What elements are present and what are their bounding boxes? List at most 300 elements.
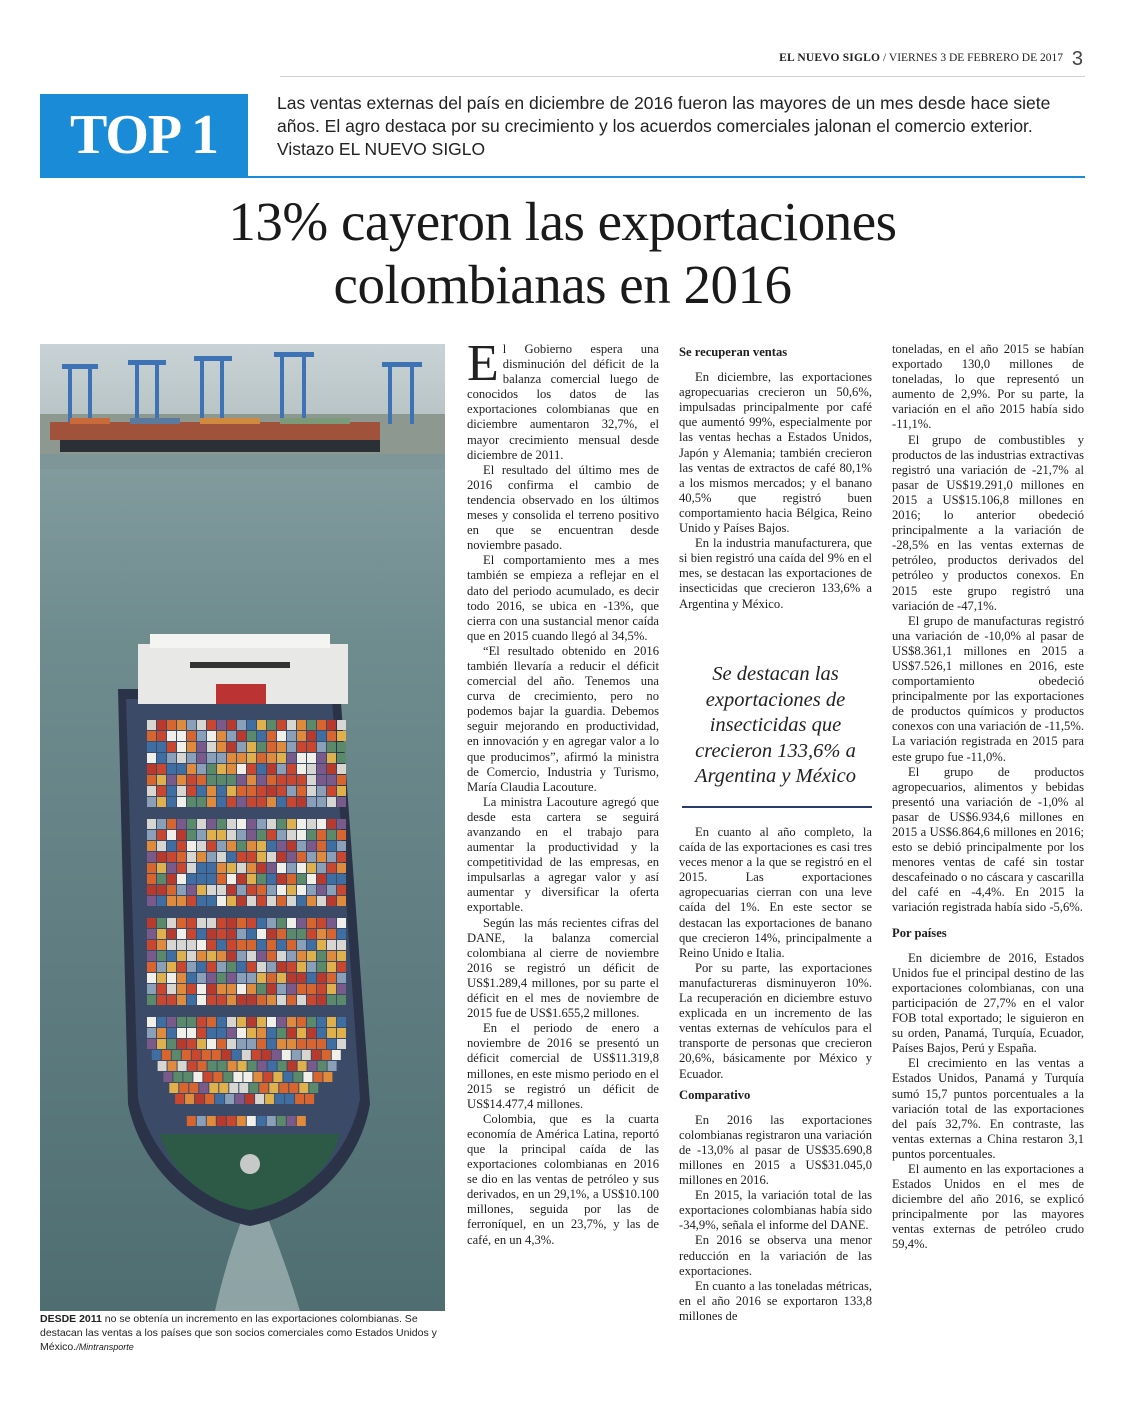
container-box bbox=[207, 786, 216, 796]
container-box bbox=[217, 896, 226, 906]
container-box bbox=[337, 797, 346, 807]
container-box bbox=[167, 863, 176, 873]
container-box bbox=[337, 940, 346, 950]
container-box bbox=[287, 720, 296, 730]
container-box bbox=[207, 896, 216, 906]
container-box bbox=[147, 830, 156, 840]
container-box bbox=[197, 1116, 206, 1126]
container-box bbox=[147, 786, 156, 796]
container-box bbox=[207, 1116, 216, 1126]
container-box bbox=[217, 984, 226, 994]
container-box bbox=[157, 929, 166, 939]
container-box bbox=[227, 830, 236, 840]
container-box bbox=[237, 885, 246, 895]
container-box bbox=[237, 995, 246, 1005]
container-box bbox=[177, 995, 186, 1005]
container-box bbox=[187, 819, 196, 829]
container-box bbox=[157, 797, 166, 807]
container-box bbox=[147, 775, 156, 785]
container-box bbox=[267, 720, 276, 730]
container-box bbox=[327, 742, 336, 752]
container-box bbox=[207, 731, 216, 741]
container-box bbox=[337, 731, 346, 741]
container-box bbox=[237, 797, 246, 807]
container-box bbox=[287, 830, 296, 840]
container-box bbox=[157, 764, 166, 774]
container-box bbox=[322, 1050, 331, 1060]
container-box bbox=[305, 1094, 314, 1104]
container-box bbox=[277, 753, 286, 763]
newspaper-name: EL NUEVO SIGLO bbox=[779, 52, 881, 64]
container-box bbox=[207, 1028, 216, 1038]
container-box bbox=[227, 819, 236, 829]
container-box bbox=[267, 1017, 276, 1027]
container-box bbox=[277, 1028, 286, 1038]
container-box bbox=[297, 841, 306, 851]
container-box bbox=[207, 929, 216, 939]
container-box bbox=[157, 775, 166, 785]
container-box bbox=[257, 918, 266, 928]
container-box bbox=[287, 929, 296, 939]
container-box bbox=[297, 742, 306, 752]
container-box bbox=[237, 874, 246, 884]
container-box bbox=[237, 929, 246, 939]
container-box bbox=[207, 984, 216, 994]
container-box bbox=[287, 742, 296, 752]
page-number: 3 bbox=[1071, 48, 1083, 70]
container-box bbox=[317, 797, 326, 807]
container-box bbox=[218, 1061, 227, 1071]
container-box bbox=[167, 984, 176, 994]
container-box bbox=[287, 764, 296, 774]
container-box bbox=[287, 775, 296, 785]
container-box bbox=[237, 764, 246, 774]
container-box bbox=[167, 720, 176, 730]
container-box bbox=[162, 1050, 171, 1060]
container-box bbox=[192, 1050, 201, 1060]
container-box bbox=[237, 841, 246, 851]
container-box bbox=[307, 1017, 316, 1027]
container-box bbox=[157, 1039, 166, 1049]
container-box bbox=[313, 1072, 322, 1082]
container-box bbox=[177, 984, 186, 994]
container-box bbox=[327, 1039, 336, 1049]
paragraph: toneladas, en el año 2015 se habían exportado 130,0 millones de toneladas, lo que representó un aumento de 2,9%. Por su parte, la variación en el año 2015 había sido -11,1%. bbox=[892, 342, 1084, 432]
container-box bbox=[217, 786, 226, 796]
container-box bbox=[317, 830, 326, 840]
paragraph: En cuanto a las toneladas métricas, en el año 2016 se exportaron 133,8 millones de bbox=[679, 1278, 872, 1323]
container-box bbox=[217, 753, 226, 763]
container-box bbox=[337, 1017, 346, 1027]
container-box bbox=[147, 797, 156, 807]
container-box bbox=[307, 951, 316, 961]
container-box bbox=[247, 929, 256, 939]
container-box bbox=[227, 1039, 236, 1049]
container-box bbox=[157, 852, 166, 862]
container-box bbox=[187, 874, 196, 884]
container-box bbox=[178, 1061, 187, 1071]
container-box bbox=[227, 863, 236, 873]
container-box bbox=[167, 819, 176, 829]
container-box bbox=[258, 1061, 267, 1071]
container-box bbox=[237, 852, 246, 862]
container-box bbox=[302, 1050, 311, 1060]
container-box bbox=[317, 863, 326, 873]
container-box bbox=[277, 1039, 286, 1049]
container-box bbox=[257, 973, 266, 983]
container-box bbox=[327, 764, 336, 774]
container-box bbox=[277, 797, 286, 807]
container-box bbox=[207, 885, 216, 895]
container-box bbox=[297, 874, 306, 884]
container-box bbox=[227, 764, 236, 774]
container-box bbox=[327, 984, 336, 994]
container-box bbox=[317, 1028, 326, 1038]
container-box bbox=[287, 973, 296, 983]
container-box bbox=[327, 819, 336, 829]
container-box bbox=[217, 764, 226, 774]
paragraph bbox=[467, 335, 659, 463]
container-box bbox=[187, 896, 196, 906]
container-box bbox=[227, 1028, 236, 1038]
container-box bbox=[237, 731, 246, 741]
container-box bbox=[205, 1094, 214, 1104]
container-box bbox=[267, 753, 276, 763]
container-box bbox=[227, 874, 236, 884]
container-box bbox=[297, 830, 306, 840]
container-box bbox=[197, 764, 206, 774]
container-box bbox=[187, 841, 196, 851]
container-box bbox=[237, 742, 246, 752]
article-column-3 bbox=[892, 342, 1084, 1253]
container-box bbox=[177, 874, 186, 884]
container-box bbox=[257, 1017, 266, 1027]
container-box bbox=[252, 1050, 261, 1060]
container-box bbox=[247, 819, 256, 829]
container-box bbox=[317, 940, 326, 950]
container-box bbox=[197, 1039, 206, 1049]
container-box bbox=[217, 863, 226, 873]
container-box bbox=[227, 797, 236, 807]
container-box bbox=[277, 984, 286, 994]
container-box bbox=[227, 885, 236, 895]
container-box bbox=[177, 1017, 186, 1027]
container-box bbox=[217, 995, 226, 1005]
container-box bbox=[157, 984, 166, 994]
pull-quote-rule bbox=[682, 806, 872, 808]
container-box bbox=[337, 1028, 346, 1038]
container-box bbox=[317, 1039, 326, 1049]
container-box bbox=[227, 1116, 236, 1126]
container-box bbox=[227, 995, 236, 1005]
container-box bbox=[257, 819, 266, 829]
container-box bbox=[187, 962, 196, 972]
paragraph: Por su parte, las exportaciones manufactureras disminuyeron 10%. La recuperación en diciembre estuvo explicada en un incremento de las ventas externas de vehículos para el transporte de personas que crecieron 20,6%, básicamente por México y Ecuador. bbox=[679, 960, 872, 1081]
container-box bbox=[297, 962, 306, 972]
container-box bbox=[247, 852, 256, 862]
container-box bbox=[307, 929, 316, 939]
container-box bbox=[317, 731, 326, 741]
container-box bbox=[257, 929, 266, 939]
container-box bbox=[257, 764, 266, 774]
container-box bbox=[157, 830, 166, 840]
container-box bbox=[257, 797, 266, 807]
container-box bbox=[217, 775, 226, 785]
container-box bbox=[247, 731, 256, 741]
container-box bbox=[317, 819, 326, 829]
container-box bbox=[307, 797, 316, 807]
container-box bbox=[207, 830, 216, 840]
paragraph: El grupo de manufacturas registró una variación de -10,0% al pasar de US$8.361,1 millones en 2015 a US$7.526,1 millones en 2016, este comportamiento obedeció principalmente por las exportaciones de productos químicos y productos conexos con una variación de -11,5%. La variación registrada en 2015 para este grupo fue -11,0%. bbox=[892, 613, 1084, 764]
container-box bbox=[229, 1083, 238, 1093]
container-box bbox=[318, 1061, 327, 1071]
container-box bbox=[267, 896, 276, 906]
container-box bbox=[327, 951, 336, 961]
container-box bbox=[222, 1050, 231, 1060]
container-box bbox=[287, 940, 296, 950]
paragraph: En 2016 se observa una menor reducción en la variación de las exportaciones. bbox=[679, 1233, 872, 1278]
container-box bbox=[247, 1028, 256, 1038]
paragraph: Según las más recientes cifras del DANE, la balanza comercial colombiana al cierre de noviembre 2016 se registró un déficit de US$1.289,4 millones, por su parte el déficit en el mes de noviembre de 2015 fue de US$1.655,2 millones. bbox=[467, 915, 659, 1021]
container-box bbox=[177, 786, 186, 796]
container-box bbox=[273, 1072, 282, 1082]
container-box bbox=[195, 1094, 204, 1104]
container-box bbox=[147, 863, 156, 873]
container-box bbox=[247, 775, 256, 785]
drop-cap: E bbox=[467, 335, 499, 392]
container-box bbox=[255, 1094, 264, 1104]
container-box bbox=[169, 1083, 178, 1093]
container-box bbox=[327, 841, 336, 851]
container-box bbox=[207, 797, 216, 807]
paragraph: En la industria manufacturera, que si bien registró una caída del 9% en el mes, se destacan las exportaciones de insecticidas que crecieron 133,6% a Argentina y México. bbox=[679, 536, 872, 611]
container-box bbox=[147, 764, 156, 774]
container-box bbox=[187, 951, 196, 961]
container-box bbox=[177, 940, 186, 950]
container-box bbox=[227, 1017, 236, 1027]
container-box bbox=[197, 896, 206, 906]
container-box bbox=[297, 764, 306, 774]
container-box bbox=[167, 1017, 176, 1027]
container-box bbox=[175, 1094, 184, 1104]
container-box bbox=[337, 786, 346, 796]
container-box bbox=[188, 1061, 197, 1071]
container-box bbox=[157, 1028, 166, 1038]
container-box bbox=[292, 1050, 301, 1060]
container-box bbox=[157, 863, 166, 873]
container-box bbox=[277, 885, 286, 895]
container-box bbox=[167, 742, 176, 752]
container-box bbox=[267, 863, 276, 873]
container-box bbox=[147, 973, 156, 983]
container-box bbox=[245, 1094, 254, 1104]
container-box bbox=[147, 885, 156, 895]
container-box bbox=[327, 863, 336, 873]
container-box bbox=[247, 720, 256, 730]
container-box bbox=[263, 1072, 272, 1082]
container-box bbox=[202, 1050, 211, 1060]
container-box bbox=[277, 1116, 286, 1126]
container-box bbox=[237, 720, 246, 730]
container-box bbox=[177, 951, 186, 961]
container-box bbox=[167, 929, 176, 939]
container-box bbox=[237, 830, 246, 840]
container-box bbox=[257, 1028, 266, 1038]
container-box bbox=[167, 775, 176, 785]
container-box bbox=[287, 885, 296, 895]
container-box bbox=[257, 863, 266, 873]
container-box bbox=[257, 874, 266, 884]
container-box bbox=[247, 962, 256, 972]
container-box bbox=[207, 863, 216, 873]
container-box bbox=[287, 1017, 296, 1027]
container-box bbox=[317, 775, 326, 785]
container-box bbox=[147, 951, 156, 961]
container-box bbox=[167, 830, 176, 840]
container-box bbox=[207, 940, 216, 950]
container-box bbox=[297, 973, 306, 983]
container-box bbox=[177, 885, 186, 895]
container-box bbox=[272, 1050, 281, 1060]
paragraph: En 2015, la variación total de las exportaciones colombianas había sido -34,9%, señala el informe del DANE. bbox=[679, 1188, 872, 1233]
container-box bbox=[287, 797, 296, 807]
container-box bbox=[247, 885, 256, 895]
container-box bbox=[317, 874, 326, 884]
container-box bbox=[197, 940, 206, 950]
container-box bbox=[267, 775, 276, 785]
container-box bbox=[287, 841, 296, 851]
container-box bbox=[303, 1072, 312, 1082]
container-box bbox=[227, 731, 236, 741]
container-box bbox=[177, 896, 186, 906]
container-box bbox=[257, 731, 266, 741]
container-box bbox=[197, 841, 206, 851]
container-box bbox=[157, 896, 166, 906]
container-box bbox=[237, 918, 246, 928]
container-box bbox=[147, 720, 156, 730]
container-box bbox=[337, 896, 346, 906]
container-box bbox=[217, 874, 226, 884]
container-box bbox=[297, 951, 306, 961]
container-box bbox=[207, 1017, 216, 1027]
container-box bbox=[242, 1050, 251, 1060]
container-box bbox=[277, 896, 286, 906]
container-box bbox=[297, 852, 306, 862]
container-box bbox=[298, 1061, 307, 1071]
container-box bbox=[227, 918, 236, 928]
container-box bbox=[317, 918, 326, 928]
container-box bbox=[317, 962, 326, 972]
container-box bbox=[277, 874, 286, 884]
container-box bbox=[267, 852, 276, 862]
container-box bbox=[277, 852, 286, 862]
container-box bbox=[307, 874, 316, 884]
container-box bbox=[172, 1050, 181, 1060]
article-column-2 bbox=[679, 342, 872, 612]
header-divider bbox=[280, 76, 1085, 77]
container-box bbox=[157, 962, 166, 972]
container-box bbox=[307, 720, 316, 730]
masthead bbox=[779, 52, 1063, 64]
container-box bbox=[217, 797, 226, 807]
container-box bbox=[227, 841, 236, 851]
container-box bbox=[297, 1039, 306, 1049]
container-box bbox=[177, 929, 186, 939]
container-box bbox=[307, 1028, 316, 1038]
headline bbox=[60, 190, 1065, 316]
container-box bbox=[177, 720, 186, 730]
container-box bbox=[237, 951, 246, 961]
paragraph: En cuanto al año completo, la caída de las exportaciones es casi tres veces menor a la que se registró en el 2015. Las exportaciones agropecuarias cierran con una leve caída del 1%. En este sector se destacan las exportaciones de banano que crecieron 14%, principalmente a Reino Unido e Italia. bbox=[679, 825, 872, 960]
container-box bbox=[288, 1061, 297, 1071]
container-box bbox=[297, 731, 306, 741]
container-box bbox=[297, 1116, 306, 1126]
container-box bbox=[267, 1116, 276, 1126]
container-box bbox=[197, 720, 206, 730]
container-box bbox=[277, 731, 286, 741]
container-box bbox=[327, 995, 336, 1005]
container-box bbox=[197, 1017, 206, 1027]
teaser-text: Las ventas externas del país en diciembre de 2016 fueron las mayores de un mes desde hace siete años. El agro destaca por su crecimiento y los acuerdos comerciales jalonan el comercio exterior. Vistazo EL NUEVO SIGLO bbox=[277, 93, 1051, 159]
container-box bbox=[287, 753, 296, 763]
container-box bbox=[167, 951, 176, 961]
container-box bbox=[217, 973, 226, 983]
container-box bbox=[317, 841, 326, 851]
container-box bbox=[167, 753, 176, 763]
article-column-2-continued bbox=[679, 825, 872, 1324]
container-box bbox=[297, 786, 306, 796]
container-box bbox=[287, 962, 296, 972]
container-box bbox=[157, 731, 166, 741]
container-box bbox=[297, 797, 306, 807]
container-box bbox=[182, 1050, 191, 1060]
container-box bbox=[207, 951, 216, 961]
container-box bbox=[217, 929, 226, 939]
container-box bbox=[299, 1083, 308, 1093]
container-box bbox=[187, 918, 196, 928]
container-box bbox=[158, 1061, 167, 1071]
container-box bbox=[287, 1116, 296, 1126]
container-box bbox=[207, 819, 216, 829]
container-box bbox=[167, 797, 176, 807]
paragraph: “El resultado obtenido en 2016 también llevaría a reducir el déficit comercial del año. Tenemos una curva de crecimiento, pero no podemos bajar la guardia. Debemos seguir mejorando en productividad, en innovación y en agregar valor a lo que producimos”, afirmó la ministra de Comercio, Industria y Turismo, María Claudia Lacouture. bbox=[467, 643, 659, 794]
container-box bbox=[227, 753, 236, 763]
container-box bbox=[267, 742, 276, 752]
container-box bbox=[307, 940, 316, 950]
container-box bbox=[187, 786, 196, 796]
container-box bbox=[147, 995, 156, 1005]
container-box bbox=[197, 863, 206, 873]
container-box bbox=[327, 940, 336, 950]
container-box bbox=[317, 984, 326, 994]
container-box bbox=[168, 1061, 177, 1071]
container-box bbox=[267, 973, 276, 983]
container-box bbox=[219, 1083, 228, 1093]
container-box bbox=[227, 984, 236, 994]
container-box bbox=[267, 874, 276, 884]
container-box bbox=[177, 1039, 186, 1049]
container-box bbox=[307, 742, 316, 752]
container-box bbox=[317, 896, 326, 906]
container-box bbox=[167, 841, 176, 851]
container-box bbox=[247, 764, 256, 774]
container-box bbox=[327, 962, 336, 972]
container-box bbox=[277, 786, 286, 796]
issue-date: / VIERNES 3 DE FEBRERO DE 2017 bbox=[880, 52, 1063, 64]
paragraph: El grupo de combustibles y productos de las industrias extractivas registró una variación de -21,7% al pasar de US$19.291,0 millones en 2015 a US$15.106,8 millones en 2016; lo anterior obedeció principalmente a la variación de -28,5% en las ventas externas de petróleo, productos derivados del petróleo y productos conexos. En 2015 este grupo registró una variación de -47,1%. bbox=[892, 432, 1084, 613]
container-box bbox=[207, 973, 216, 983]
container-box bbox=[203, 1072, 212, 1082]
